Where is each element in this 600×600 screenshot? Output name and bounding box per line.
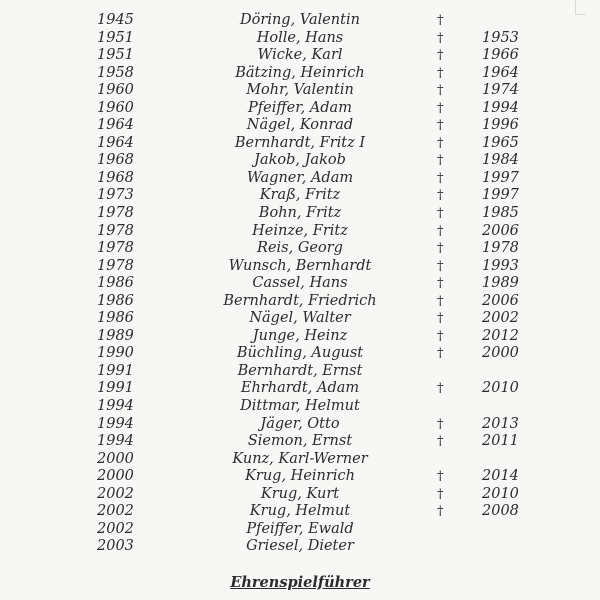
roster-row (0, 398, 600, 416)
deceased-cross-icon: † (437, 170, 444, 186)
roster-name: Krug, Kurt (260, 485, 340, 502)
roster-year: 1964 (97, 117, 134, 134)
roster-row (0, 240, 600, 258)
roster-year: 1978 (97, 240, 134, 257)
roster-row (0, 328, 600, 346)
roster-death-year: 1993 (482, 257, 519, 274)
roster-year: 1958 (97, 64, 134, 81)
roster-row (0, 65, 600, 83)
roster-death-year: 2000 (482, 345, 519, 362)
roster-death-year: 2006 (482, 222, 519, 239)
roster-year: 1951 (97, 47, 134, 64)
roster-name: Griesel, Dieter (246, 538, 354, 555)
roster-year: 1994 (97, 415, 134, 432)
roster-row (0, 363, 600, 381)
roster-death-year: 2011 (482, 433, 519, 450)
roster-row (0, 170, 600, 188)
roster-name: Wunsch, Bernhardt (228, 257, 372, 274)
roster-name: Kraß, Fritz (259, 187, 341, 204)
roster-year: 1994 (97, 398, 134, 415)
deceased-cross-icon: † (437, 504, 444, 520)
roster-row (0, 345, 600, 363)
roster-year: 2002 (97, 520, 134, 537)
roster-row (0, 486, 600, 504)
roster-row (0, 538, 600, 556)
deceased-cross-icon: † (437, 223, 444, 239)
roster-year: 1986 (97, 275, 134, 292)
deceased-cross-icon: † (437, 416, 444, 432)
deceased-cross-icon: † (437, 135, 444, 151)
roster-death-year: 1994 (482, 99, 519, 116)
roster-row (0, 100, 600, 118)
roster-name: Reis, Georg (257, 240, 343, 257)
roster-death-year: 1997 (482, 169, 519, 186)
roster-year: 1986 (97, 292, 134, 309)
roster-name: Bernhardt, Fritz I (234, 134, 366, 151)
roster-name: Heinze, Fritz (252, 222, 348, 239)
roster-name: Cassel, Hans (252, 275, 348, 292)
roster-row (0, 433, 600, 451)
roster-death-year: 1953 (482, 29, 519, 46)
roster-year: 1978 (97, 257, 134, 274)
roster-row (0, 310, 600, 328)
roster-name: Holle, Hans (256, 29, 344, 46)
roster-death-year: 1966 (482, 47, 519, 64)
roster-name: Wicke, Karl (257, 47, 343, 64)
roster-year: 1951 (97, 29, 134, 46)
deceased-cross-icon: † (437, 83, 444, 99)
deceased-cross-icon: † (437, 30, 444, 46)
roster-row (0, 135, 600, 153)
roster-row (0, 152, 600, 170)
deceased-cross-icon: † (437, 486, 444, 502)
roster-name: Nägel, Walter (249, 310, 351, 327)
roster-name: Büchling, August (236, 345, 364, 362)
roster-death-year: 2012 (482, 327, 519, 344)
deceased-cross-icon: † (437, 293, 444, 309)
roster-row (0, 416, 600, 434)
roster-row (0, 12, 600, 30)
roster-year: 1973 (97, 187, 134, 204)
deceased-cross-icon: † (437, 381, 444, 397)
section-heading-ehrenspielfuehrer: Ehrenspielführer (230, 574, 370, 591)
roster-year: 1991 (97, 380, 134, 397)
roster-death-year: 2010 (482, 485, 519, 502)
roster-name: Jäger, Otto (260, 415, 340, 432)
roster-death-year: 2002 (482, 310, 519, 327)
roster-year: 2002 (97, 485, 134, 502)
roster-name: Bohn, Fritz (258, 205, 342, 222)
roster-name: Döring, Valentin (240, 12, 360, 28)
deceased-cross-icon: † (437, 48, 444, 64)
roster-name: Dittmar, Helmut (240, 398, 360, 415)
roster-year: 1991 (97, 362, 134, 379)
deceased-cross-icon: † (437, 153, 444, 169)
roster-year: 1968 (97, 169, 134, 186)
roster-death-year: 2010 (482, 380, 519, 397)
roster-row (0, 187, 600, 205)
roster-row (0, 258, 600, 276)
roster-name: Nägel, Konrad (246, 117, 354, 134)
roster-name: Siemon, Ernst (247, 433, 353, 450)
roster-death-year: 1997 (482, 187, 519, 204)
deceased-cross-icon: † (437, 328, 444, 344)
roster-death-year: 1989 (482, 275, 519, 292)
roster-year: 1960 (97, 99, 134, 116)
roster-death-year: 1964 (482, 64, 519, 81)
roster-name: Bernhardt, Friedrich (223, 292, 377, 309)
deceased-cross-icon: † (437, 118, 444, 134)
roster-row (0, 47, 600, 65)
deceased-cross-icon: † (437, 311, 444, 327)
deceased-cross-icon: † (437, 188, 444, 204)
roster-name: Kunz, Karl-Werner (232, 450, 368, 467)
roster-name: Bernhardt, Ernst (237, 362, 363, 379)
roster-row (0, 223, 600, 241)
roster-death-year: 1965 (482, 134, 519, 151)
deceased-cross-icon: † (437, 100, 444, 116)
deceased-cross-icon: † (437, 206, 444, 222)
roster-death-year: 2006 (482, 292, 519, 309)
deceased-cross-icon: † (437, 469, 444, 485)
deceased-cross-icon: † (437, 258, 444, 274)
roster-death-year: 2008 (482, 503, 519, 520)
roster-year: 1978 (97, 222, 134, 239)
roster-year: 2002 (97, 503, 134, 520)
roster-year: 2000 (97, 468, 134, 485)
roster-row (0, 521, 600, 539)
roster-death-year: 1974 (482, 82, 519, 99)
deceased-cross-icon: † (437, 13, 444, 28)
deceased-cross-icon: † (437, 346, 444, 362)
roster-name: Krug, Heinrich (245, 468, 355, 485)
roster-death-year: 1996 (482, 117, 519, 134)
roster-year: 1978 (97, 205, 134, 222)
roster-death-year: 1978 (482, 240, 519, 257)
roster-death-year: 1985 (482, 205, 519, 222)
deceased-cross-icon: † (437, 434, 444, 450)
roster-name: Bätzing, Heinrich (235, 64, 365, 81)
roster-row (0, 468, 600, 486)
roster-row (0, 117, 600, 135)
roster-year: 1994 (97, 433, 134, 450)
roster-year: 1989 (97, 327, 134, 344)
roster-year: 1945 (97, 12, 134, 28)
roster-row (0, 82, 600, 100)
roster-name: Wagner, Adam (246, 169, 354, 186)
deceased-cross-icon: † (437, 276, 444, 292)
roster-row (0, 451, 600, 469)
roster-year: 1986 (97, 310, 134, 327)
roster-name: Mohr, Valentin (246, 82, 354, 99)
roster-year: 1960 (97, 82, 134, 99)
deceased-cross-icon: † (437, 241, 444, 257)
roster-row (0, 275, 600, 293)
roster-year: 1968 (97, 152, 134, 169)
roster-row (0, 30, 600, 48)
roster-death-year: 2014 (482, 468, 519, 485)
roster-name: Junge, Heinz (252, 327, 348, 344)
roster-name: Krug, Helmut (249, 503, 351, 520)
roster-row (0, 503, 600, 521)
roster-name: Jakob, Jakob (254, 152, 346, 169)
honor-roster-list (0, 12, 600, 556)
roster-death-year: 1984 (482, 152, 519, 169)
deceased-cross-icon: † (437, 65, 444, 81)
roster-name: Pfeiffer, Ewald (246, 520, 354, 537)
roster-row (0, 380, 600, 398)
roster-row (0, 293, 600, 311)
roster-death-year: 2013 (482, 415, 519, 432)
roster-row (0, 205, 600, 223)
roster-year: 2003 (97, 538, 134, 555)
roster-year: 2000 (97, 450, 134, 467)
roster-year: 1990 (97, 345, 134, 362)
roster-year: 1964 (97, 134, 134, 151)
roster-name: Ehrhardt, Adam (240, 380, 360, 397)
roster-name: Pfeiffer, Adam (248, 99, 352, 116)
